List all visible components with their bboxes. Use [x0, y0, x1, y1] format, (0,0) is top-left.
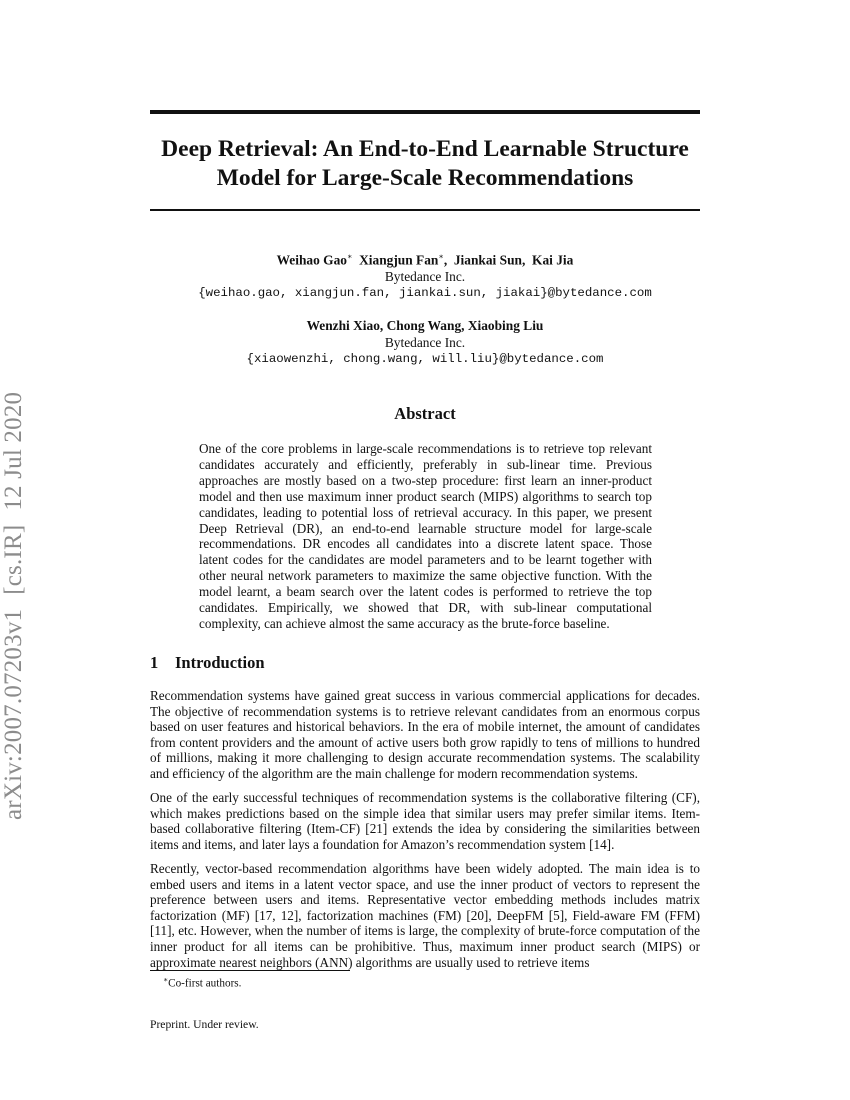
paragraph: Recently, vector-based recommendation algorithms have been widely adopted. The main idea is to embed users and items in a latent vector space, and use the inner product of vectors to represent the preference between users and items. Representative vector embedding methods includes matrix factorization (MF) [17, 12], factorization machines (FM) [20], DeepFM [5], Field-aware FM (FFM) [11], etc. However, when the number of items is large, the complexity of brute-force computation of the inner product for all items can be prohibitive. Thus, maximum inner product search (MIPS) or approximate nearest neighbors (ANN) algorithms are usually used to retrieve items	[150, 860, 700, 970]
paragraph: Recommendation systems have gained great success in various commercial applications for decades. The objective of recommendation systems is to retrieve relevant candidates from an enormous corpus based on user features and historical behaviors. In the era of mobile internet, the amount of candidates from content providers and the amount of active users both grow rapidly to tens of millions to hundred of millions, making it more challenging to design accurate recommendation systems. The scalability and efficiency of the algorithm are the main challenge for modern recommendation systems.	[150, 688, 700, 781]
arxiv-category: [cs.IR]	[0, 524, 27, 595]
cofirst-mark: ∗	[346, 252, 353, 261]
author-block-1	[150, 249, 700, 302]
author-name: Jiankai Sun	[453, 252, 522, 268]
preprint-notice: Preprint. Under review.	[150, 1018, 259, 1031]
author-name: Kai Jia	[532, 252, 574, 268]
affiliation-1: Bytedance Inc.	[384, 268, 466, 284]
footnote-rule	[150, 970, 350, 971]
arxiv-id: arXiv:2007.07203v1	[0, 608, 27, 820]
title-top-rule	[150, 110, 700, 114]
footnote	[163, 975, 241, 990]
author-block-2	[150, 318, 700, 368]
title-line-1: Deep Retrieval: An End-to-End Learnable Structure	[161, 136, 689, 162]
email-1: {weihao.gao, xiangjun.fan, jiankai.sun, jiakai}@bytedance.com	[198, 286, 652, 301]
author-names-1: Weihao Gao∗ Xiangjun Fan∗, Jiankai Sun, Kai Jia	[276, 252, 574, 268]
abstract-heading: Abstract	[394, 404, 456, 423]
affiliation-2: Bytedance Inc.	[384, 334, 466, 350]
arxiv-stamp	[0, 300, 28, 820]
title-bottom-rule	[150, 209, 700, 211]
author-name: Weihao Gao	[276, 252, 347, 268]
section-number: 1	[150, 653, 159, 672]
title-line-2: Model for Large-Scale Recommendations	[216, 165, 634, 191]
abstract-text: One of the core problems in large-scale recommendations is to retrieve top relevant candidates accurately and efficiently, preferably in sub-linear time. Previous approaches are mostly based on a two-step procedure: first learn an inner-product model and then use maximum inner product search (MIPS) algorithms to search top candidates, leading to potential loss of retrieval accuracy. In this paper, we present Deep Retrieval (DR), an end-to-end learnable structure model for large-scale recommendations. DR encodes all candidates into a discrete latent space. Those latent codes for the candidates are model parameters and to be learnt together with other neural network parameters to maximize the same objective function. With the model learnt, a beam search over the latent codes is performed to retrieve the top candidates. Empirically, we showed that DR, with sub-linear computational complexity, can achieve almost the same accuracy as the brute-force baseline.	[199, 441, 652, 631]
footnote-text: Co-first authors.	[168, 977, 242, 990]
email-2: {xiaowenzhi, chong.wang, will.liu}@bytedance.com	[246, 352, 604, 366]
section-body	[150, 688, 700, 979]
footnote-mark: ∗	[163, 975, 169, 984]
paper-title	[150, 135, 700, 193]
author-names-2: Wenzhi Xiao, Chong Wang, Xiaobing Liu	[306, 318, 544, 333]
cofirst-mark: ∗	[438, 252, 444, 261]
paragraph: One of the early successful techniques of recommendation systems is the collaborative filtering (CF), which makes predictions based on the simple idea that similar users may prefer similar items. Item-based collaborative filtering (Item-CF) [21] extends the idea by considering the similarities between items and items, and later lays a foundation for Amazon’s recommendation system [14].	[150, 790, 700, 852]
section-heading	[150, 653, 265, 673]
section-title: Introduction	[175, 653, 265, 672]
arxiv-date: 12 Jul 2020	[0, 391, 27, 511]
author-name: Xiangjun Fan	[359, 252, 439, 268]
